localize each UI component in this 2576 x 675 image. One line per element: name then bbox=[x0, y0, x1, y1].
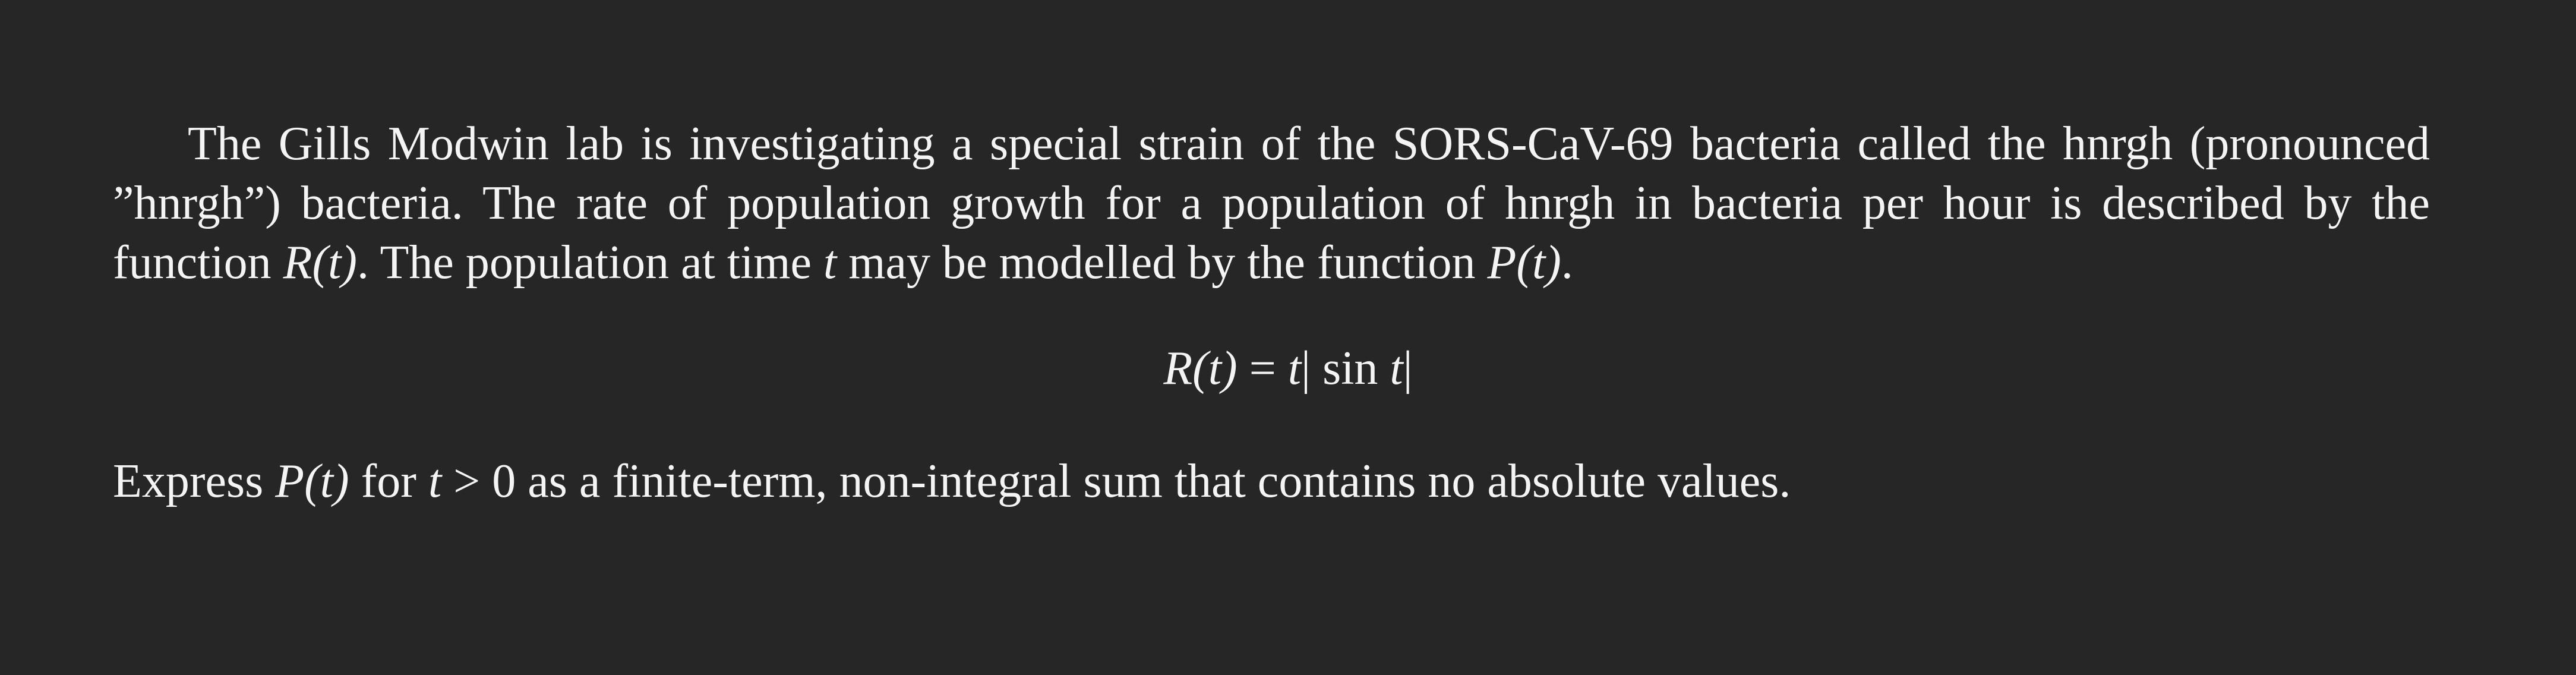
rate-equation bbox=[0, 339, 2576, 398]
paragraph-text-4: . bbox=[1561, 236, 1573, 289]
task-text-3: > 0 as a finite-term, non-integral sum that contains no absolute values. bbox=[441, 455, 1791, 507]
paragraph-text-1: The Gills Modwin lab is investigating a special strain of the SORS-CaV-69 bacteria called the hnrgh (pronounced ”hnrgh”) bacteria. The rate of population growth for a population of hnrgh in bacteria per hour is described by the function bbox=[113, 118, 2430, 289]
math-population-function: P(t) bbox=[1487, 236, 1561, 289]
task-text-2: for bbox=[349, 455, 428, 507]
problem-paragraph bbox=[113, 114, 2430, 292]
task-math-t: t bbox=[428, 455, 442, 507]
equation-equals: = bbox=[1237, 342, 1288, 395]
equation-lhs: R(t) bbox=[1163, 342, 1238, 395]
task-math-population: P(t) bbox=[275, 455, 349, 507]
equation-abs-close: | bbox=[1403, 342, 1413, 395]
math-rate-function: R(t) bbox=[283, 236, 357, 289]
paragraph-text-3: may be modelled by the function bbox=[836, 236, 1488, 289]
task-paragraph bbox=[113, 452, 2430, 511]
task-text-1: Express bbox=[113, 455, 276, 507]
math-time-variable: t bbox=[823, 236, 837, 289]
equation-t2: t bbox=[1390, 342, 1403, 395]
equation-abs-open: | bbox=[1301, 342, 1311, 395]
paragraph-text-2: . The population at time bbox=[356, 236, 824, 289]
equation-t: t bbox=[1287, 342, 1302, 395]
equation-sin: sin bbox=[1311, 342, 1390, 395]
